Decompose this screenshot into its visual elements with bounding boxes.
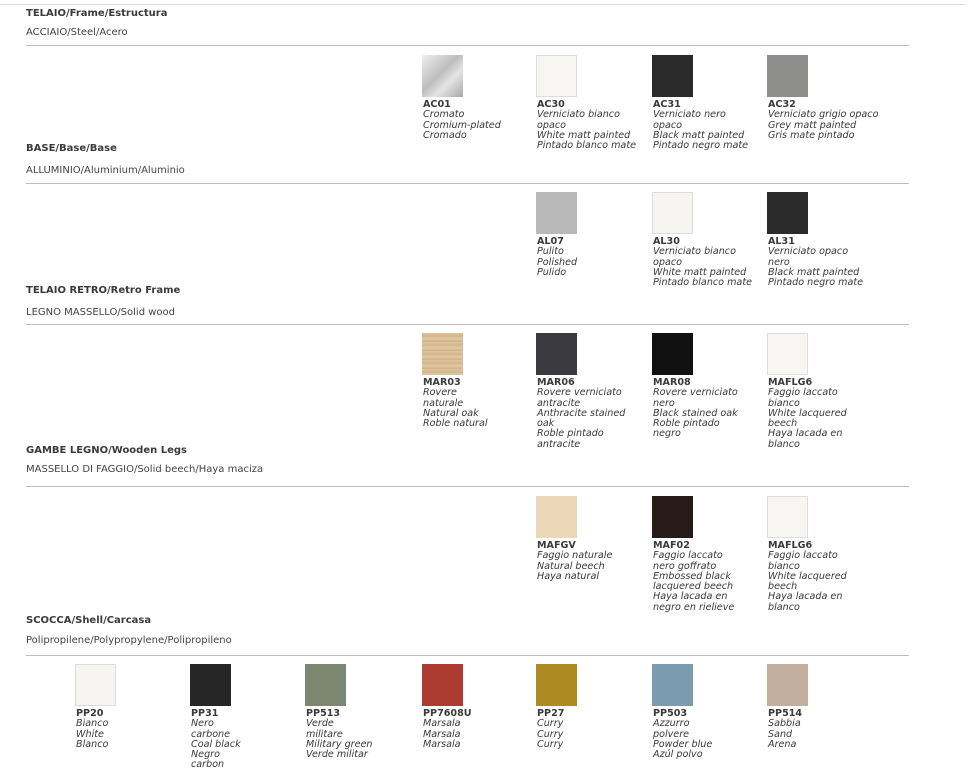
color-swatch[interactable] — [536, 55, 577, 97]
swatch-label — [423, 709, 541, 750]
swatch-description: Azúl polvo — [653, 749, 703, 761]
swatch-label — [537, 237, 655, 278]
swatch-description: blanco — [768, 601, 800, 613]
swatch-description: Bianco — [76, 718, 109, 730]
color-swatch[interactable] — [536, 333, 577, 375]
section-divider — [26, 45, 909, 46]
swatch-label — [191, 709, 309, 771]
section-divider — [26, 183, 909, 184]
color-swatch[interactable] — [422, 664, 463, 706]
swatch-description: Grey matt painted — [768, 119, 857, 131]
section-title: SCOCCA/Shell/Carcasa — [26, 615, 152, 626]
swatch-description: Sabbia — [768, 718, 801, 730]
swatch-label — [653, 100, 771, 151]
swatch-description: Pintado negro mate — [768, 277, 864, 289]
swatch-description: negro — [653, 428, 681, 440]
swatch-label — [653, 378, 771, 440]
swatch-label — [768, 100, 886, 141]
swatch-description: Black matt painted — [768, 266, 860, 278]
swatch-code: PP31 — [191, 708, 219, 719]
color-swatch[interactable] — [305, 664, 346, 706]
swatch-code: AC01 — [423, 99, 451, 110]
swatch-description: polvere — [653, 728, 690, 740]
swatch-description: opaco — [653, 119, 682, 131]
swatch-description: Rovere verniciato — [653, 387, 738, 399]
swatch-description: Pintado negro mate — [653, 140, 749, 152]
swatch-description: antracite — [537, 397, 581, 409]
swatch-description: Marsala — [423, 728, 461, 740]
swatch-description: Sand — [768, 728, 793, 740]
color-swatch[interactable] — [652, 496, 693, 538]
color-swatch[interactable] — [767, 496, 808, 538]
swatch-description: Faggio laccato — [653, 550, 723, 562]
swatch-description: antracite — [537, 438, 581, 450]
swatch-description: negro en rielieve — [653, 601, 735, 613]
swatch-description: naturale — [423, 397, 464, 409]
swatch-label — [537, 541, 655, 582]
swatch-label — [768, 709, 886, 750]
swatch-description: Marsala — [423, 738, 461, 750]
swatch-description: Powder blue — [653, 738, 713, 750]
swatch-label — [768, 541, 886, 613]
swatch-label — [768, 378, 886, 450]
swatch-label — [76, 709, 194, 750]
swatch-description: Verniciato opaco — [768, 246, 849, 258]
color-swatch[interactable] — [652, 333, 693, 375]
swatch-description: Black stained oak — [653, 407, 738, 419]
swatch-code: AC30 — [537, 99, 565, 110]
swatch-label — [537, 709, 655, 750]
swatch-description: militare — [306, 728, 343, 740]
swatch-description: Faggio laccato — [768, 387, 838, 399]
swatch-description: nero — [768, 256, 790, 268]
color-swatch[interactable] — [190, 664, 231, 706]
swatch-label — [537, 378, 655, 450]
swatch-description: bianco — [768, 560, 800, 572]
swatch-description: White — [76, 728, 104, 740]
color-swatch[interactable] — [536, 192, 577, 234]
swatch-description: carbon — [191, 759, 225, 771]
swatch-code: MAR08 — [653, 377, 691, 388]
swatch-description: blanco — [768, 438, 800, 450]
swatch-description: Pintado blanco mate — [537, 140, 636, 152]
swatch-description: Nero — [191, 718, 214, 730]
swatch-label — [653, 541, 771, 613]
swatch-description: Curry — [537, 738, 564, 750]
swatch-description: opaco — [537, 119, 566, 131]
swatch-description: Verniciato bianco — [653, 246, 736, 258]
swatch-description: Polished — [537, 256, 578, 268]
swatch-description: White lacquered — [768, 407, 847, 419]
swatch-description: beech — [768, 581, 798, 593]
section-material: Polipropilene/Polypropylene/Polipropileno — [26, 635, 232, 646]
swatch-description: White matt painted — [653, 266, 747, 278]
color-swatch[interactable] — [767, 333, 808, 375]
swatch-description: lacquered beech — [653, 581, 734, 593]
swatch-description: Verde militar — [306, 749, 368, 761]
swatch-label — [653, 709, 771, 760]
swatch-label — [653, 237, 771, 288]
swatch-description: Faggio laccato — [768, 550, 838, 562]
color-swatch[interactable] — [75, 664, 116, 706]
swatch-code: PP514 — [768, 708, 803, 719]
swatch-description: Curry — [537, 718, 564, 730]
swatch-description: Haya lacada en — [768, 591, 843, 603]
swatch-description: Verniciato bianco — [537, 109, 620, 121]
swatch-code: AC32 — [768, 99, 796, 110]
color-swatch[interactable] — [536, 496, 577, 538]
swatch-description: Roble natural — [423, 418, 488, 430]
swatch-description: Faggio naturale — [537, 550, 613, 562]
section-title: GAMBE LEGNO/Wooden Legs — [26, 445, 187, 456]
swatch-description: Black matt painted — [653, 129, 745, 141]
swatch-code: PP7608U — [423, 708, 472, 719]
swatch-description: beech — [768, 418, 798, 430]
top-divider — [0, 4, 965, 5]
section-material: ALLUMINIO/Aluminium/Aluminio — [26, 165, 185, 176]
section-material: MASSELLO DI FAGGIO/Solid beech/Haya maciza — [26, 464, 264, 475]
swatch-description: Cromato — [423, 109, 465, 121]
swatch-description: White matt painted — [537, 129, 631, 141]
swatch-description: Pintado blanco mate — [653, 277, 752, 289]
color-swatch[interactable] — [767, 192, 808, 234]
swatch-description: Natural beech — [537, 560, 605, 572]
color-swatch[interactable] — [652, 55, 693, 97]
section-divider — [26, 324, 909, 325]
section-title: BASE/Base/Base — [26, 143, 117, 154]
swatch-description: Haya lacada en — [653, 591, 728, 603]
swatch-description: Coal black — [191, 738, 241, 750]
color-swatch[interactable] — [422, 55, 463, 97]
section-divider — [26, 655, 909, 656]
swatch-description: Natural oak — [423, 407, 479, 419]
swatch-code: AC31 — [653, 99, 681, 110]
swatch-description: Embossed black — [653, 570, 731, 582]
swatch-description: Cromium-plated — [423, 119, 501, 131]
swatch-description: Arena — [768, 738, 797, 750]
swatch-description: Military green — [306, 738, 373, 750]
swatch-description: nero — [653, 397, 675, 409]
swatch-label — [423, 100, 541, 141]
color-swatch[interactable] — [767, 664, 808, 706]
section-material: ACCIAIO/Steel/Acero — [26, 27, 128, 38]
swatch-description: White lacquered — [768, 570, 847, 582]
color-swatch[interactable] — [767, 55, 808, 97]
swatch-label — [768, 237, 886, 288]
section-title: TELAIO/Frame/Estructura — [26, 8, 168, 19]
swatch-label — [537, 100, 655, 151]
swatch-code: MAFLG6 — [768, 377, 813, 388]
section-material: LEGNO MASSELLO/Solid wood — [26, 307, 175, 318]
swatch-description: carbone — [191, 728, 231, 740]
swatch-description: Haya lacada en — [768, 428, 843, 440]
swatch-code: PP20 — [76, 708, 104, 719]
swatch-code: PP513 — [306, 708, 341, 719]
swatch-code: MAR03 — [423, 377, 461, 388]
section-divider — [26, 486, 909, 487]
swatch-code: PP27 — [537, 708, 565, 719]
swatch-description: oak — [537, 418, 555, 430]
swatch-code: MAFLG6 — [768, 540, 813, 551]
swatch-description: Blanco — [76, 738, 109, 750]
swatch-code: AL31 — [768, 236, 795, 247]
swatch-description: Roble pintado — [537, 428, 604, 440]
swatch-description: Pulito — [537, 246, 564, 258]
color-swatch[interactable] — [652, 192, 693, 234]
swatch-description: Roble pintado — [653, 418, 720, 430]
swatch-description: Rovere verniciato — [537, 387, 622, 399]
swatch-description: opaco — [653, 256, 682, 268]
swatch-code: AL07 — [537, 236, 564, 247]
swatch-description: Gris mate pintado — [768, 129, 855, 141]
swatch-description: Cromado — [423, 129, 467, 141]
swatch-code: MAR06 — [537, 377, 575, 388]
swatch-description: Marsala — [423, 718, 461, 730]
swatch-description: Verniciato grigio opaco — [768, 109, 879, 121]
swatch-code: AL30 — [653, 236, 680, 247]
swatch-description: Anthracite stained — [537, 407, 626, 419]
swatch-code: PP503 — [653, 708, 688, 719]
swatch-label — [306, 709, 424, 760]
swatch-description: bianco — [768, 397, 800, 409]
swatch-code: MAF02 — [653, 540, 690, 551]
swatch-description: Verniciato nero — [653, 109, 726, 121]
swatch-description: nero goffrato — [653, 560, 717, 572]
swatch-description: Verde — [306, 718, 334, 730]
swatch-description: Azzurro — [653, 718, 690, 730]
swatch-description: Pulido — [537, 266, 567, 278]
section-title: TELAIO RETRO/Retro Frame — [26, 285, 181, 296]
swatch-description: Haya natural — [537, 570, 599, 582]
swatch-description: Curry — [537, 728, 564, 740]
swatch-label — [423, 378, 541, 429]
swatch-description: Negro — [191, 749, 220, 761]
swatch-description: Rovere — [423, 387, 457, 399]
color-swatch[interactable] — [422, 333, 463, 375]
swatch-code: MAFGV — [537, 540, 576, 551]
color-swatch[interactable] — [652, 664, 693, 706]
color-swatch[interactable] — [536, 664, 577, 706]
